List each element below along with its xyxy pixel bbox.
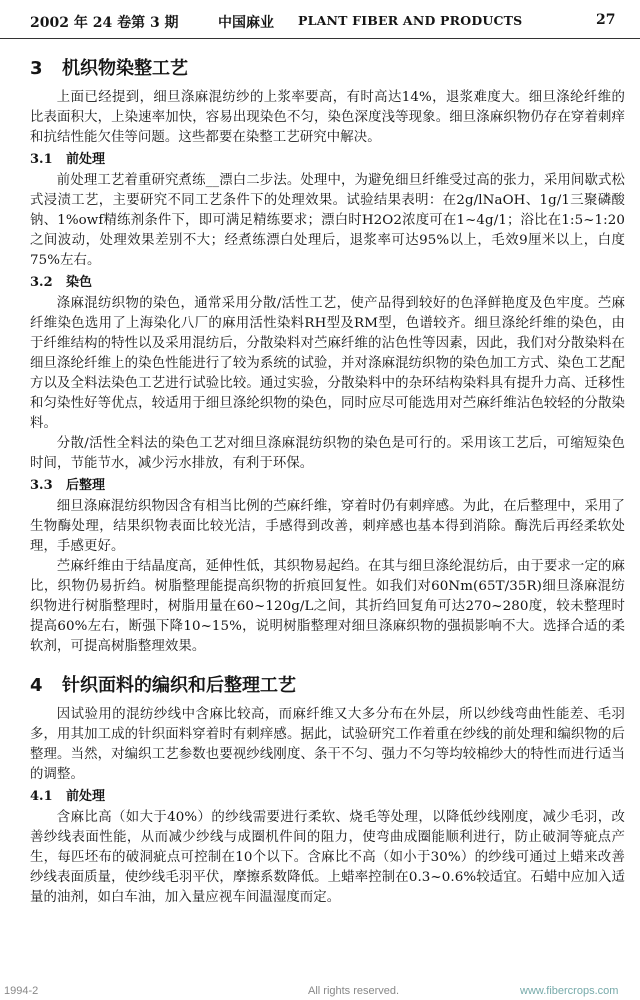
- footer-watermark: [0, 984, 640, 1000]
- paragraph: 苎麻纤维由于结晶度高，延伸性低，其织物易起绉。在其与细旦涤纶混纺后，由于要求一定的麻比，织物仍易折绉。树脂整理能提高织物的折痕回复性。如我们对60Nm(65T/35R)细旦涤麻混纺织物进行树脂整理时，树脂用量在60~120g/L之间，其折绉回复角可达270~280度，较未整理时提高60%左右，断强下降10~15%，说明树脂整理对细旦涤麻织物的强损影响不大。选择合适的柔软剂，可提高树脂整理效果。: [30, 559, 625, 654]
- subsection-heading: [30, 273, 625, 293]
- subsection-number: 3.1: [30, 152, 53, 167]
- issue-info: 2002 年 24 卷第 3 期: [30, 15, 179, 31]
- paragraph: 因试验用的混纺纱线中含麻比较高，而麻纤维又大多分布在外层，所以纱线弯曲性能差、毛羽多，用其加工成的针织面料穿着时有刺痒感。据此，试验研究工作着重在纱线的前处理和编织物的后整理。当然，对编织工艺参数也要视纱线刚度、条干不匀、强力不匀等均较棉纱大的特性而进行适当的调整。: [30, 707, 625, 782]
- paragraph: 前处理工艺着重研究煮练__漂白二步法。处理中，为避免细旦纤维受过高的张力，采用间歇式松式浸渍工艺，主要研究不同工艺条件下的处理效果。试验结果表明：在2g/lNaOH、1g/1三聚磷酸钠、1%owf精练剂条件下，即可满足精练要求；漂白时H2O2浓度可在1~4g/1；浴比在1:5~1:20之间波动，处理效果差别不大；经煮练漂白处理后，退浆率可达95%以上，毛效9厘米以上，白度75%左右。: [30, 173, 625, 268]
- subsection-title: 后整理: [66, 478, 106, 493]
- subsection-number: 4.1: [30, 789, 53, 804]
- subsection-heading: [30, 150, 625, 170]
- page-number: 27: [596, 12, 616, 28]
- section-heading: [30, 671, 625, 697]
- footer-site: www.fibercrops.com: [520, 985, 619, 997]
- paragraph: 含麻比高（如大于40%）的纱线需要进行柔软、烧毛等处理，以降低纱线刚度，减少毛羽，改善纱线表面性能，从而减少纱线与成圈机件间的阻力，使弯曲成圈能顺利进行，防止破洞等疵点产生，每匹坯布的破洞疵点可控制在10个以下。含麻比不高（如小于30%）的纱线可通过上蜡来改善纱线表面质量，使纱线毛羽平伏，摩擦系数降低。上蜡率控制在0.3~0.6%较适宜。石蜡中应加入适量的油剂，如白车油，加入量应视车间温湿度而定。: [30, 810, 625, 905]
- subsection-number: 3.2: [30, 275, 53, 290]
- article-body: [30, 40, 625, 908]
- section-number: 3: [30, 58, 43, 79]
- subsection-heading: [30, 787, 625, 807]
- paragraph: 上面已经提到，细旦涤麻混纺纱的上浆率要高，有时高达14%，退浆难度大。细旦涤纶纤维的比表面积大，上染速率加快，容易出现染色不匀，染色深度浅等现象。细旦涤麻织物仍存在穿着刺痒和抗结性能欠佳等问题。这些都要在染整工艺研究中解决。: [30, 90, 625, 145]
- footer-rights: All rights reserved.: [308, 985, 400, 997]
- journal-name-cn: 中国麻业: [218, 15, 274, 31]
- footer-left: 1994-2: [4, 985, 39, 997]
- journal-name-en: PLANT FIBER AND PRODUCTS: [298, 13, 523, 28]
- running-header: [0, 0, 640, 39]
- section-number: 4: [30, 675, 43, 696]
- subsection-heading: [30, 476, 625, 496]
- paragraph: 涤麻混纺织物的染色，通常采用分散/活性工艺，使产品得到较好的色泽鲜艳度及色牢度。苎麻纤维染色选用了上海染化八厂的麻用活性染料RH型及RM型，色谱较齐。细旦涤纶纤维的染色，由于纤维结构的特性以及采用混纺后，分散染料对苎麻纤维的沾色性等因素，因此，我们对分散染料在细旦涤纶纤维上的染色性能进行了较为系统的试验，并对涤麻混纺织物的染色加工方式、染色工艺配方以及全料法染色工艺进行试验比较。通过实验，分散染料中的杂环结构染料具有提升力高、迁移性和匀染性好等优点，较适用于细旦涤纶织物的染色，同时应尽可能选用对苎麻纤维沾色较轻的分散染料。: [30, 296, 625, 431]
- subsection-number: 3.3: [30, 478, 53, 493]
- section-heading: [30, 54, 625, 80]
- paragraph: 细旦涤麻混纺织物因含有相当比例的苎麻纤维，穿着时仍有刺痒感。为此，在后整理中，采用了生物酶处理，结果织物表面比较光洁，手感得到改善，刺痒感也基本得到消除。酶洗后再经柔软处理，手感更好。: [30, 499, 625, 554]
- paragraph: 分散/活性全料法的染色工艺对细旦涤麻混纺织物的染色是可行的。采用该工艺后，可缩短染色时间，节能节水，减少污水排放，有利于环保。: [30, 436, 625, 471]
- subsection-title: 前处理: [66, 789, 106, 804]
- subsection-title: 前处理: [66, 152, 106, 167]
- section-title: 针织面料的编织和后整理工艺: [62, 675, 296, 696]
- subsection-title: 染色: [66, 275, 93, 290]
- section-title: 机织物染整工艺: [62, 58, 188, 79]
